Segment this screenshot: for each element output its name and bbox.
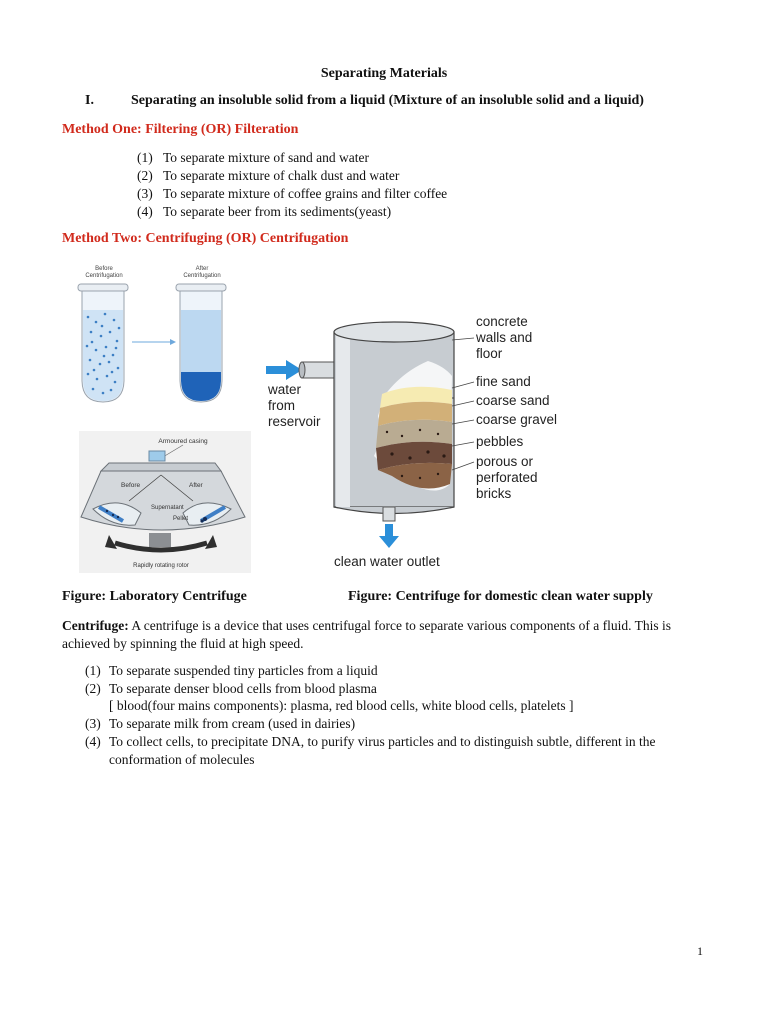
lab-centrifuge-figure (79, 431, 251, 573)
svg-text:Before: Before (121, 482, 141, 489)
list-item: (3) To separate milk from cream (used in dairies) (85, 716, 356, 731)
filter-outlet-arrow (379, 524, 399, 548)
svg-text:walls and: walls and (476, 330, 533, 345)
method-one-name: Filtering (OR) Filteration (145, 122, 299, 137)
svg-text:perforated: perforated (476, 470, 538, 485)
svg-text:coarse sand: coarse sand (476, 393, 550, 408)
list-item: (2) To separate mixture of chalk dust and water (137, 168, 400, 183)
svg-text:pebbles: pebbles (476, 434, 524, 449)
list-item: (1) To separate suspended tiny particles from a liquid (85, 663, 378, 678)
svg-text:floor: floor (476, 346, 503, 361)
list-item: (2) To separate denser blood cells from blood plasma (85, 681, 377, 696)
page-title: Separating Materials (320, 66, 448, 81)
svg-text:from: from (268, 398, 295, 413)
centrifuge-definition (62, 617, 702, 653)
section-number: I. (85, 93, 94, 108)
filter-cylinder (334, 322, 454, 514)
svg-text:reservoir: reservoir (268, 414, 321, 429)
caption-lab-centrifuge: Figure: Laboratory Centrifuge (62, 589, 247, 604)
list-item: (3) To separate mixture of coffee grains and filter coffee (137, 186, 448, 201)
svg-text:concrete: concrete (476, 314, 528, 329)
svg-text:Rapidly rotating rotor: Rapidly rotating rotor (133, 563, 189, 569)
centrifuge-term: Centrifuge: (62, 618, 129, 633)
svg-text:Armoured casing: Armoured casing (158, 438, 208, 445)
list-item: (1) To separate mixture of sand and water (137, 150, 369, 165)
svg-text:Centrifugation: Centrifugation (183, 273, 221, 279)
svg-text:clean water outlet: clean water outlet (334, 554, 440, 569)
filter-inlet-arrow (266, 360, 302, 380)
svg-text:porous or: porous or (476, 454, 534, 469)
method-two-heading (62, 231, 348, 247)
svg-text:bricks: bricks (476, 486, 512, 501)
method-two-prefix: Method Two: (62, 231, 142, 246)
svg-text:After: After (189, 482, 203, 489)
page-number: 1 (697, 944, 703, 958)
svg-text:coarse gravel: coarse gravel (476, 412, 558, 427)
method-one-prefix: Method One: (62, 122, 142, 137)
svg-text:Pellet: Pellet (173, 516, 189, 522)
svg-text:Supernatant: Supernatant (151, 505, 184, 511)
water-filter-figure (262, 306, 580, 576)
section-heading: Separating an insoluble solid from a liquid (Mixture of an insoluble solid and a liquid) (131, 93, 644, 108)
list-item: (4) To separate beer from its sediments(yeast) (137, 204, 392, 219)
svg-text:fine sand: fine sand (476, 374, 531, 389)
test-tubes-figure (72, 262, 247, 414)
svg-text:After: After (195, 266, 209, 272)
after-tube (176, 284, 226, 402)
method-two-name: Centrifuging (OR) Centrifugation (145, 231, 349, 246)
list-item: (4) To collect cells, to precipitate DNA, to purify virus particles and to distinguish subtle, different in the (85, 734, 656, 749)
list-item: conformation of molecules (109, 752, 255, 767)
definition-line-1: A centrifuge is a device that uses centrifugal force to separate various components of a fluid. This is (131, 618, 671, 633)
list-item: [ blood(four mains components): plasma, red blood cells, white blood cells, platelets ] (109, 698, 574, 713)
svg-text:water: water (268, 382, 302, 397)
method-one-heading (62, 122, 298, 138)
svg-text:Centrifugation: Centrifugation (85, 273, 123, 279)
caption-water-centrifuge: Figure: Centrifuge for domestic clean water supply (348, 589, 653, 604)
svg-text:Before: Before (95, 266, 113, 272)
before-tube (78, 284, 128, 402)
definition-line-2: achieved by spinning the fluid at high speed. (62, 636, 304, 651)
